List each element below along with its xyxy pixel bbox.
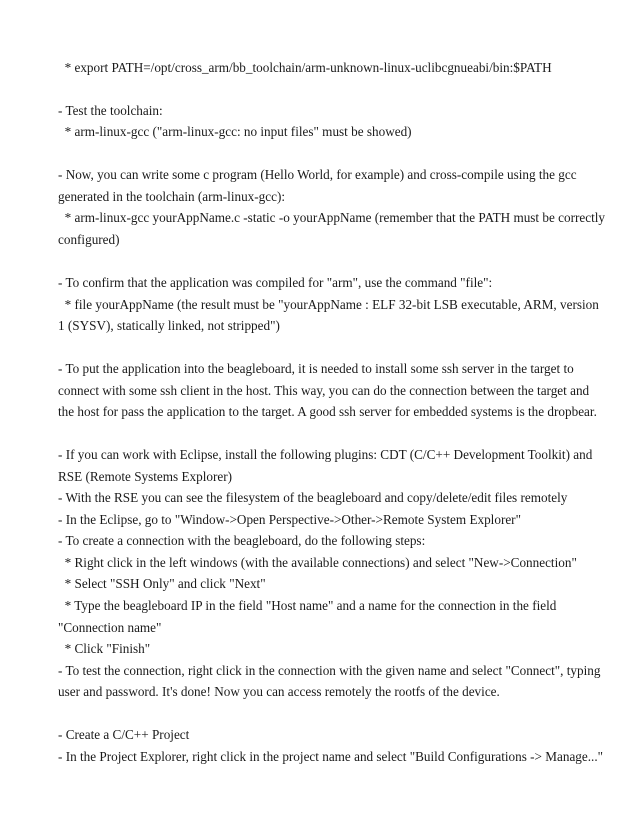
text-line: * arm-linux-gcc yourAppName.c -static -o yourAppName (remember that the PATH must be correctly <box>58 210 605 225</box>
text-line: configured) <box>58 232 120 247</box>
text-line: * Right click in the left windows (with the available connections) and select "New->Connection" <box>58 555 577 570</box>
text-line: - To confirm that the application was compiled for "arm", use the command "file": <box>58 275 493 290</box>
text-line: * Select "SSH Only" and click "Next" <box>58 576 266 591</box>
text-line: - Now, you can write some c program (Hello World, for example) and cross-compile using the gcc <box>58 167 577 182</box>
text-line: - If you can work with Eclipse, install the following plugins: CDT (C/C++ Development Toolkit) and <box>58 447 593 462</box>
text-line: * Type the beagleboard IP in the field "Host name" and a name for the connection in the field <box>58 598 557 613</box>
text-line: 1 (SYSV), statically linked, not stripped") <box>58 318 280 333</box>
text-line: user and password. It's done! Now you can access remotely the rootfs of the device. <box>58 684 500 699</box>
text-line: - Test the toolchain: <box>58 103 163 118</box>
text-line: generated in the toolchain (arm-linux-gcc): <box>58 189 286 204</box>
text-line: - Create a C/C++ Project <box>58 727 190 742</box>
text-line: - To put the application into the beagleboard, it is needed to install some ssh server in the target to <box>58 361 574 376</box>
text-line: connect with some ssh client in the host. This way, you can do the connection between the target and <box>58 383 590 398</box>
text-line: * export PATH=/opt/cross_arm/bb_toolchain/arm-unknown-linux-uclibcgnueabi/bin:$PATH <box>58 60 552 75</box>
text-line: the host for pass the application to the target. A good ssh server for embedded systems is the dropbear. <box>58 404 597 419</box>
text-line: - To create a connection with the beagleboard, do the following steps: <box>58 533 426 548</box>
text-line: - In the Project Explorer, right click in the project name and select "Build Configurations -> Manage..." <box>58 749 604 764</box>
text-line: - To test the connection, right click in the connection with the given name and select "Connect", typing <box>58 663 601 678</box>
text-line: - With the RSE you can see the filesystem of the beagleboard and copy/delete/edit files remotely <box>58 490 568 505</box>
text-line: - In the Eclipse, go to "Window->Open Perspective->Other->Remote System Explorer" <box>58 512 521 527</box>
text-line: * file yourAppName (the result must be "yourAppName : ELF 32-bit LSB executable, ARM, version <box>58 297 599 312</box>
text-line: * arm-linux-gcc ("arm-linux-gcc: no input files" must be showed) <box>58 124 412 139</box>
text-line: * Click "Finish" <box>58 641 151 656</box>
text-line: RSE (Remote Systems Explorer) <box>58 469 232 484</box>
text-line: "Connection name" <box>58 620 162 635</box>
